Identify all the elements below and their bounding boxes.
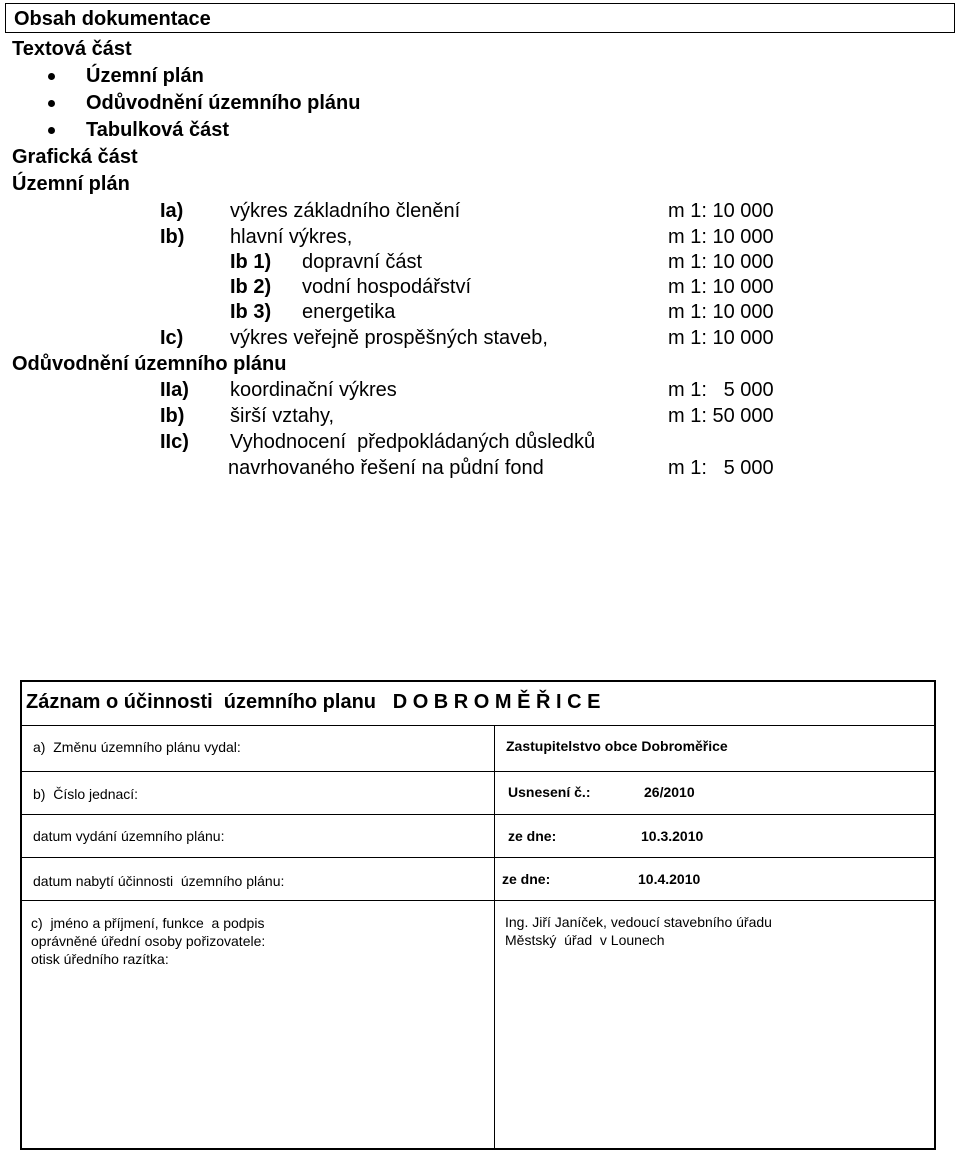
drawing-code: Ia): [160, 200, 184, 222]
divider: [22, 725, 934, 726]
bullet-icon: [48, 127, 55, 134]
drawing-scale: m 1: 10 000: [668, 327, 774, 349]
drawing-scale: m 1: 10 000: [668, 200, 774, 222]
drawing-row: [0, 378, 960, 402]
record-title-municipality: D O B R O M Ě Ř I C E: [392, 691, 601, 713]
drawing-code: Ib): [160, 405, 185, 427]
official-name-value-line: Městský úřad v Lounech: [505, 932, 665, 948]
drawing-description: dopravní část: [302, 251, 423, 273]
bullet-icon: [48, 73, 55, 80]
text-part-item: Územní plán: [86, 65, 204, 87]
reference-number-label: b) Číslo jednací:: [33, 786, 139, 802]
document-contents-header: Obsah dokumentace: [5, 3, 955, 33]
issued-by-value: Zastupitelstvo obce Dobroměřice: [506, 738, 728, 754]
drawing-description: Vyhodnocení předpokládaných důsledků: [230, 431, 596, 453]
effectiveness-record-title: [26, 690, 600, 714]
drawing-description: energetika: [302, 301, 396, 323]
drawing-scale: m 1: 5 000: [668, 379, 774, 401]
official-name-label-line: otisk úředního razítka:: [31, 951, 169, 967]
drawing-description: navrhovaného řešení na půdní fond: [228, 457, 544, 479]
issue-date-prefix: ze dne:: [508, 828, 557, 844]
drawing-row: [0, 456, 960, 480]
drawing-scale: m 1: 10 000: [668, 251, 774, 273]
official-name-value-line: Ing. Jiří Janíček, vedoucí stavebního úřadu: [505, 914, 772, 930]
drawing-code: Ib 2): [230, 276, 272, 298]
resolution-label: Usnesení č.:: [508, 784, 591, 800]
drawing-description: širší vztahy,: [230, 405, 335, 427]
drawing-row: [0, 404, 960, 428]
column-divider: [494, 726, 495, 1150]
drawing-row: [0, 250, 960, 274]
divider: [22, 771, 934, 772]
divider: [22, 900, 934, 901]
divider: [22, 857, 934, 858]
drawing-code: Ib 3): [230, 301, 272, 323]
official-name-label-line: oprávněné úřední osoby pořizovatele:: [31, 933, 266, 949]
drawing-scale: m 1: 10 000: [668, 226, 774, 248]
issue-date-label: datum vydání územního plánu:: [33, 828, 225, 844]
drawing-row: [0, 275, 960, 299]
drawing-code: IIa): [160, 379, 189, 401]
graphic-part-heading: Grafická část: [12, 146, 138, 168]
divider: [22, 814, 934, 815]
drawing-code: Ib): [160, 226, 185, 248]
drawing-scale: m 1: 10 000: [668, 301, 774, 323]
bullet-icon: [48, 100, 55, 107]
drawing-description: vodní hospodářství: [302, 276, 471, 298]
effective-date-prefix: ze dne:: [502, 871, 551, 887]
drawing-description: hlavní výkres,: [230, 226, 353, 248]
issued-by-label: a) Změnu územního plánu vydal:: [33, 739, 241, 755]
drawing-row: [0, 300, 960, 324]
resolution-number: 26/2010: [644, 784, 695, 800]
drawing-code: IIc): [160, 431, 189, 453]
drawing-description: výkres základního členění: [230, 200, 461, 222]
drawing-code: Ic): [160, 327, 184, 349]
drawing-code: Ib 1): [230, 251, 272, 273]
text-part-item: Tabulková část: [86, 119, 230, 141]
text-part-item: Odůvodnění územního plánu: [86, 92, 361, 114]
drawing-row: [0, 430, 960, 454]
drawing-scale: m 1: 5 000: [668, 457, 774, 479]
drawing-row: [0, 326, 960, 350]
text-part-heading: Textová část: [12, 38, 132, 60]
drawing-description: koordinační výkres: [230, 379, 397, 401]
drawing-scale: m 1: 50 000: [668, 405, 774, 427]
effective-date-value: 10.4.2010: [638, 871, 701, 887]
justification-heading: Odůvodnění územního plánu: [12, 353, 287, 375]
drawing-row: [0, 199, 960, 223]
drawing-description: výkres veřejně prospěšných staveb,: [230, 327, 548, 349]
issue-date-value: 10.3.2010: [641, 828, 704, 844]
record-title-prefix: Záznam o účinnosti územního planu: [26, 691, 377, 713]
drawing-row: [0, 225, 960, 249]
land-plan-heading: Územní plán: [12, 173, 130, 195]
official-name-label-line: c) jméno a příjmení, funkce a podpis: [31, 915, 265, 931]
effective-date-label: datum nabytí účinnosti územního plánu:: [33, 873, 285, 889]
drawing-scale: m 1: 10 000: [668, 276, 774, 298]
